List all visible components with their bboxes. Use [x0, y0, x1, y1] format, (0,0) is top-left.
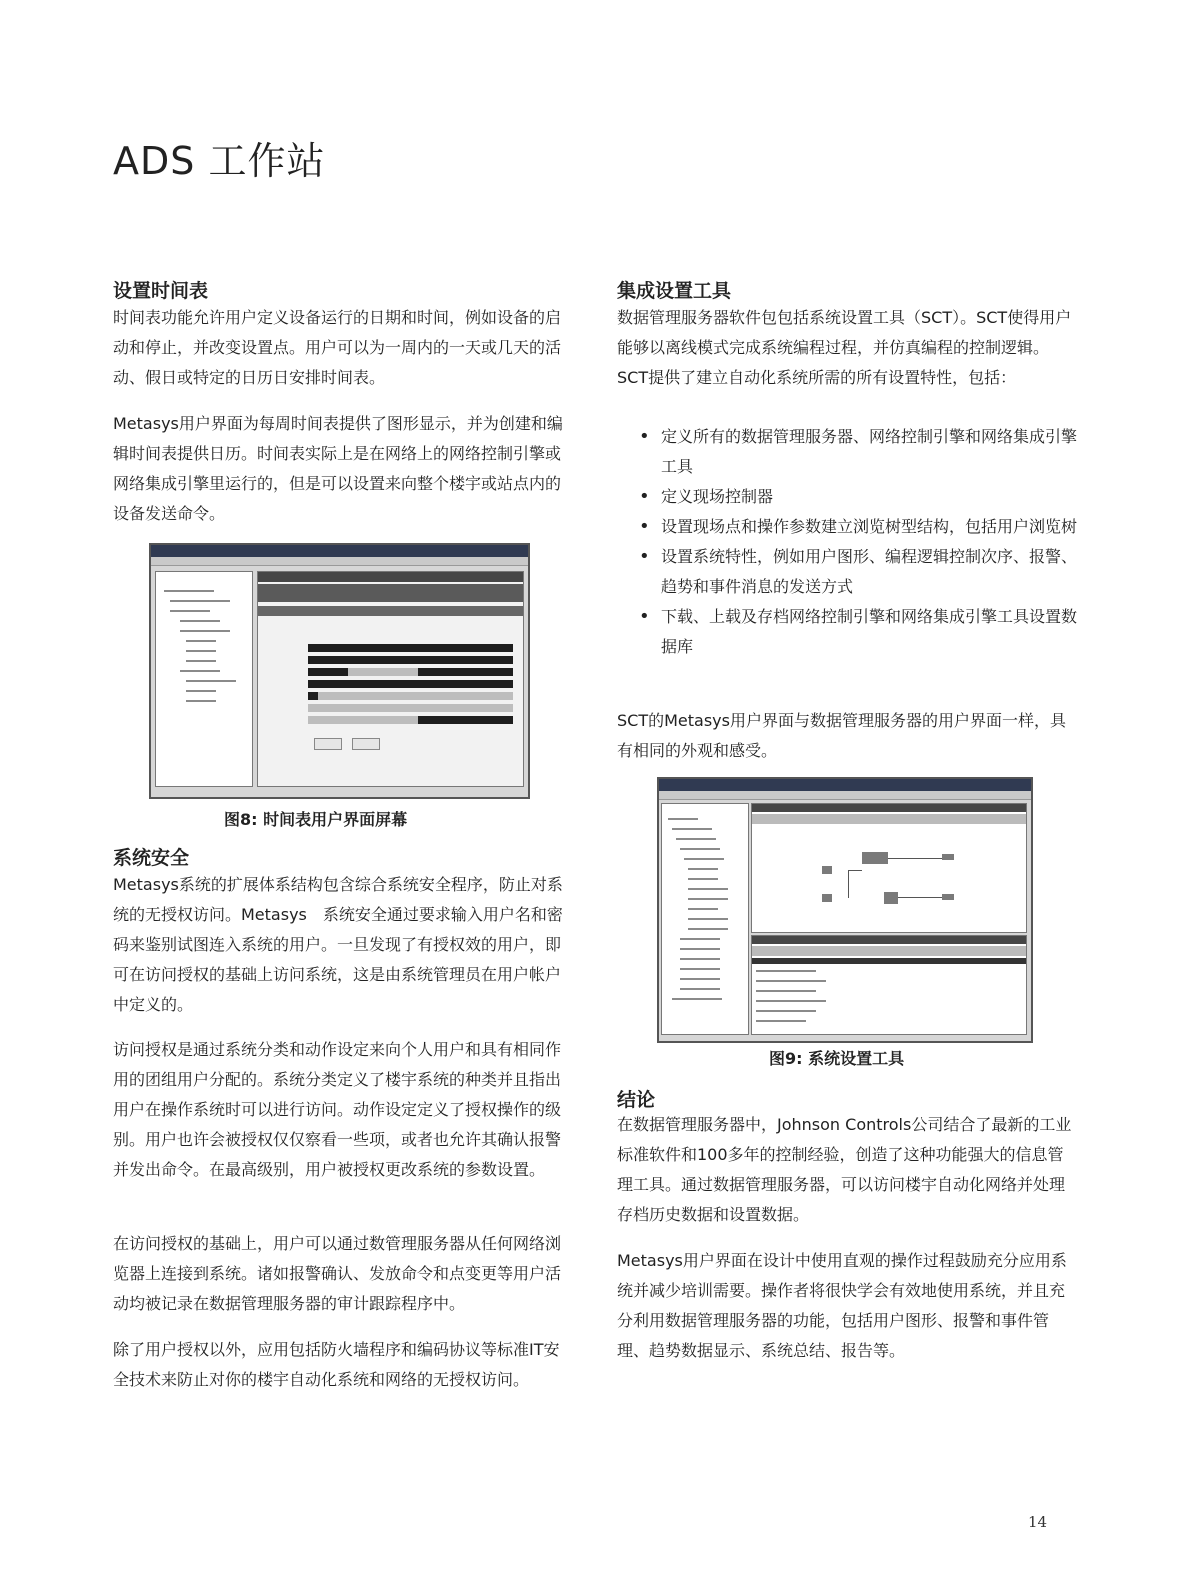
- paragraph: 数据管理服务器软件包包括系统设置工具（SCT）。SCT使得用户能够以离线模式完成系统编程过程，并仿真编程的控制逻辑。SCT提供了建立自动化系统所需的所有设置特性，包括：: [617, 308, 1072, 387]
- section-heading-sct: 集成设置工具: [617, 280, 732, 302]
- section-heading-conclusion: 结论: [617, 1089, 656, 1111]
- schedule-pane: [257, 571, 524, 787]
- paragraph: Metasys用户界面为每周时间表提供了图形显示，并为创建和编辑时间表提供日历。时间表实际上是在网络上的网络控制引擎或网络集成引擎里运行的，但是可以设置来向整个楼宇或站点内的设备发送命令。: [113, 414, 563, 523]
- figure-schedule-screenshot: [149, 543, 530, 799]
- menu-bar: [151, 557, 528, 566]
- logic-editor-pane: [751, 803, 1027, 933]
- list-item: • 定义现场控制器: [617, 482, 1077, 512]
- properties-pane: [751, 935, 1027, 1035]
- paragraph: Metasys系统的扩展体系结构包含综合系统安全程序，防止对系统的无授权访问。Metasys 系统安全通过要求输入用户名和密码来鉴别试图连入系统的用户。一旦发现了有授权效的用户，即可在访问授权的基础上访问系统，这是由系统管理员在用户帐户中定义的。: [113, 875, 563, 1014]
- menu-bar: [659, 791, 1031, 800]
- figure-9-caption: 图9: 系统设置工具: [769, 1049, 905, 1068]
- window-titlebar: [151, 545, 528, 557]
- section-heading-security: 系统安全: [113, 847, 190, 869]
- paragraph: Metasys用户界面在设计中使用直观的操作过程鼓励充分应用系统并减少培训需要。操作者将很快学会有效地使用系统，并且充分利用数据管理服务器的功能，包括用户图形、报警和事件管理、趋势数据显示、系统总结、报告等。: [617, 1251, 1067, 1360]
- paragraph: 访问授权是通过系统分类和动作设定来向个人用户和具有相同作用的团组用户分配的。系统分类定义了楼宇系统的种类并且指出用户在操作系统时可以进行访问。动作设定定义了授权操作的级别。用户也许会被授权仅仅察看一些项，或者也允许其确认报警并发出命令。在最高级别，用户被授权更改系统的参数设置。: [113, 1040, 562, 1179]
- navigation-tree-pane: [661, 803, 749, 1035]
- paragraph: SCT的Metasys用户界面与数据管理服务器的用户界面一样，具有相同的外观和感受。: [617, 711, 1066, 760]
- paragraph: 除了用户授权以外，应用包括防火墙程序和编码协议等标准IT安全技术来防止对你的楼宇自动化系统和网络的无授权访问。: [113, 1340, 560, 1389]
- paragraph: 时间表功能允许用户定义设备运行的日期和时间，例如设备的启动和停止，并改变设置点。用户可以为一周内的一天或几天的活动、假日或特定的日历日安排时间表。: [113, 308, 562, 387]
- window-titlebar: [659, 779, 1031, 791]
- navigation-tree-pane: [155, 571, 253, 787]
- section-heading-schedule: 设置时间表: [113, 280, 209, 302]
- figure-sct-screenshot: [657, 777, 1033, 1043]
- list-item: • 设置现场点和操作参数建立浏览树型结构，包括用户浏览树: [617, 512, 1077, 542]
- page-title: ADS 工作站: [113, 139, 326, 183]
- list-item: • 设置系统特性，例如用户图形、编程逻辑控制次序、报警、趋势和事件消息的发送方式: [617, 542, 1077, 602]
- list-item: • 定义所有的数据管理服务器、网络控制引擎和网络集成引擎工具: [617, 422, 1077, 482]
- figure-8-caption: 图8: 时间表用户界面屏幕: [224, 810, 408, 829]
- page-number: 14: [1028, 1513, 1048, 1531]
- list-item: • 下载、上载及存档网络控制引擎和网络集成引擎工具设置数据库: [617, 602, 1077, 662]
- feature-list: [617, 422, 1077, 662]
- paragraph: 在访问授权的基础上，用户可以通过数管理服务器从任何网络浏览器上连接到系统。诸如报警确认、发放命令和点变更等用户活动均被记录在数据管理服务器的审计跟踪程序中。: [113, 1234, 562, 1313]
- paragraph: 在数据管理服务器中，Johnson Controls公司结合了最新的工业标准软件和100多年的控制经验，创造了这种功能强大的信息管理工具。通过数据管理服务器，可以访问楼宇自动化网络并处理存档历史数据和设置数据。: [617, 1115, 1072, 1224]
